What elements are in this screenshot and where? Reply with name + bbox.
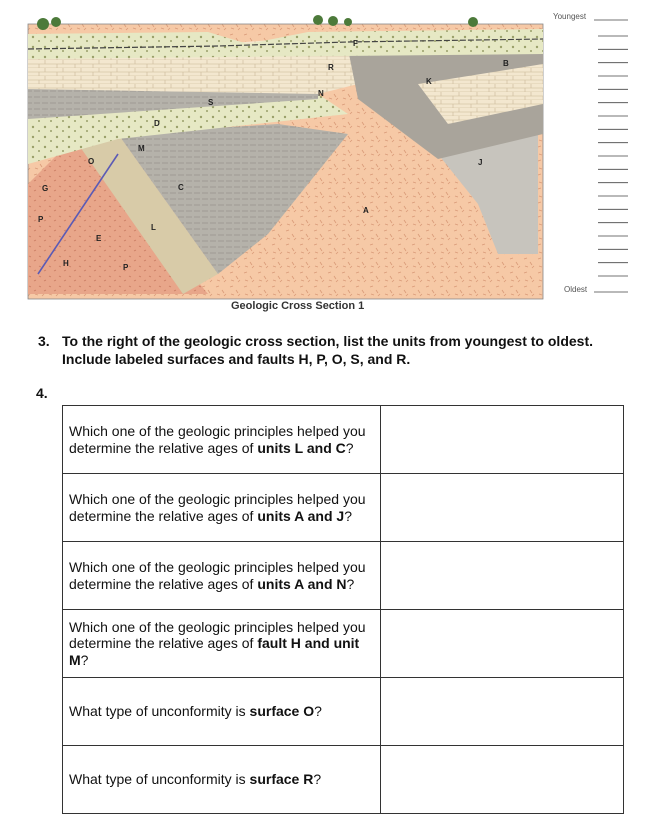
unit-label: H [63, 259, 69, 268]
question-subject: units A and J [257, 507, 345, 524]
question-4-number: 4. [36, 385, 48, 401]
answer-cell[interactable] [380, 678, 623, 746]
oldest-label: Oldest [564, 285, 588, 294]
unit-label: B [503, 59, 509, 68]
question-prefix: Which one of the geologic principles helped you determine the relative ages of [69, 618, 366, 652]
question-prefix: What type of unconformity is [69, 703, 250, 720]
question-prefix: Which one of the geologic principles helped you determine the relative ages of [69, 491, 366, 524]
question-row [63, 746, 624, 814]
question-suffix: ? [314, 703, 322, 720]
question-cell [63, 542, 381, 610]
question-row [63, 474, 624, 542]
question-suffix: ? [345, 439, 354, 456]
question-row [63, 610, 624, 678]
unit-label: L [151, 223, 156, 232]
question-subject: units L and C [257, 439, 346, 456]
question-subject: units A and N [257, 575, 347, 592]
question-row [63, 678, 624, 746]
question-suffix: ? [313, 771, 322, 788]
question-4-table [62, 405, 624, 814]
answer-cell[interactable] [380, 542, 623, 610]
question-subject: surface O [249, 703, 315, 720]
question-prefix: Which one of the geologic principles helped you determine the relative ages of [69, 423, 366, 456]
unit-label: P [38, 215, 44, 224]
unit-label: K [426, 77, 432, 86]
question-subject: surface R [249, 771, 314, 788]
unit-label: P [123, 263, 129, 272]
unit-label: E [96, 234, 102, 243]
question-suffix: ? [80, 651, 89, 668]
youngest-oldest-list [550, 0, 670, 300]
question-subject: fault H and unit M [69, 635, 360, 668]
question-prefix: Which one of the geologic principles helped you determine the relative ages of [69, 559, 366, 592]
unit-label: R [328, 63, 334, 72]
answer-cell[interactable] [380, 406, 623, 474]
unit-label: G [42, 184, 49, 193]
unit-label: O [88, 157, 95, 166]
unit-label: S [208, 98, 214, 107]
question-cell [63, 406, 381, 474]
cross-section-diagram [18, 4, 548, 304]
question-cell [63, 474, 381, 542]
question-row [63, 542, 624, 610]
answer-lines [550, 0, 670, 300]
answer-cell[interactable] [380, 474, 623, 542]
answer-cell[interactable] [380, 610, 623, 678]
unit-label: M [138, 144, 145, 153]
question-3-number: 3. [38, 333, 50, 349]
cross-section-caption: Geologic Cross Section 1 [231, 300, 365, 312]
answer-cell[interactable] [380, 746, 623, 814]
question-suffix: ? [346, 575, 355, 592]
question-cell [63, 678, 381, 746]
question-row [63, 406, 624, 474]
question-3-text: To the right of the geologic cross section, list the units from youngest to oldest. Include labeled surfaces and faults H, P, O, S, and R. [62, 333, 593, 367]
unit-label: C [178, 183, 184, 192]
unit-label: J [478, 158, 483, 167]
question-suffix: ? [344, 507, 352, 524]
question-cell [63, 746, 381, 814]
unit-label: N [318, 89, 324, 98]
question-prefix: What type of unconformity is [69, 771, 250, 788]
youngest-label: Youngest [553, 12, 587, 21]
unit-label: F [353, 39, 358, 48]
geologic-cross-section [18, 4, 548, 312]
unit-label: A [363, 206, 369, 215]
question-cell [63, 610, 381, 678]
unit-label: D [154, 119, 160, 128]
